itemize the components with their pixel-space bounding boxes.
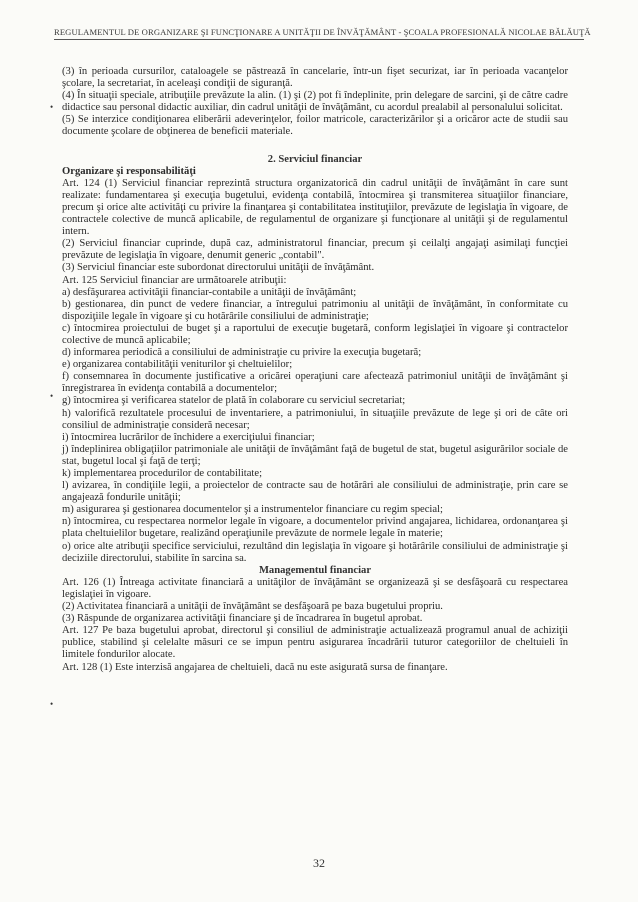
list-item: j) îndeplinirea obligaţiilor patrimoniale ale unităţii de învăţământ faţă de bugetul de stat, bugetul asigurărilor sociale de stat, bugetul local şi faţă de terţi; <box>62 443 568 467</box>
list-item: a) desfăşurarea activităţii financiar-contabile a unităţii de învăţământ; <box>62 286 357 298</box>
paragraph: (2) Activitatea financiară a unităţii de învăţământ se desfăşoară pe baza bugetului propriu. <box>62 601 443 613</box>
list-item: h) valorifică rezultatele procesului de inventariere, a patrimoniului, în situaţiile prevăzute de lege şi ori de câte ori consiliul de administraţie consideră necesar; <box>62 407 568 431</box>
list-item: g) întocmirea şi verificarea statelor de plată în colaborare cu serviciul secretariat; <box>62 395 406 407</box>
list-item: e) organizarea contabilităţii veniturilor şi cheltuielilor; <box>62 359 293 371</box>
page-number: 32 <box>313 856 325 870</box>
list-item: o) orice alte atribuţii specifice serviciului, rezultând din legislaţia în vigoare şi hotărârile consiliului de administraţie şi deciziile directorului, stabilite în sarcina sa. <box>62 540 568 564</box>
paragraph: (3) Răspunde de organizarea activităţii financiare şi de încadrarea în bugetul aprobat. <box>62 613 423 625</box>
article-paragraph: Art. 128 (1) Este interzisă angajarea de cheltuieli, dacă nu este asigurată sursa de finanţare. <box>62 661 448 673</box>
subsection-heading: Organizare şi responsabilităţi <box>62 165 196 177</box>
list-item: c) întocmirea proiectului de buget şi a raportului de execuţie bugetară, conform legislaţiei în vigoare şi contractelor colective de muncă aplicabile; <box>62 322 568 346</box>
list-item: b) gestionarea, din punct de vedere financiar, a întregului patrimoniu al unităţii de învăţământ, în conformitate cu dispoziţiile legale în vigoare şi cu hotărârile consiliului de administraţie; <box>62 298 568 322</box>
article-paragraph: Art. 126 (1) Întreaga activitate financiară a unităţilor de învăţământ se organizează şi se desfăşoară cu respectarea legislaţiei în vigoare. <box>62 576 568 600</box>
document-body <box>62 66 568 674</box>
article-paragraph: Art. 125 Serviciul financiar are următoarele atribuţii: <box>62 274 287 286</box>
list-item: k) implementarea procedurilor de contabilitate; <box>62 468 263 479</box>
paragraph: (3) în perioada cursurilor, cataloagele se păstrează în cancelarie, într-un fişet securizat, iar în perioada vacanţelor şcolare, la secretariat, în aceleaşi condiţii de siguranţă. <box>62 66 568 90</box>
paragraph: (5) Se interzice condiţionarea eliberării adeverinţelor, foilor matricole, caracterizărilor şi a oricăror acte de studii sau documente şcolare de obţinerea de beneficii materiale. <box>62 114 568 138</box>
margin-mark: • <box>50 102 54 112</box>
list-item: n) întocmirea, cu respectarea normelor legale în vigoare, a documentelor privind angajarea, lichidarea, ordonanţarea şi plata cheltuielilor bugetare, realizând operaţiunile prevăzute de normele legale în materie; <box>62 516 568 540</box>
article-paragraph: Art. 124 (1) Serviciul financiar reprezintă structura organizatorică din cadrul unităţii de învăţământ în care sunt realizate: fundamentarea şi execuţia bugetului, evidenţa contabilă, întocmirea şi transmiterea situaţiilor financiare, precum şi orice alte activităţi cu privire la finanţarea şi contabilitatea instituţiilor, prevăzute de legislaţia în vigoare, de contractele colective de muncă aplicabile, de regulamentul de organizare şi funcţionare al unităţii şi de regulamentul intern. <box>62 177 568 238</box>
list-item: m) asigurarea şi gestionarea documentelor şi a instrumentelor financiare cu regim special; <box>62 504 443 516</box>
paragraph: (3) Serviciul financiar este subordonat directorului unităţii de învăţământ. <box>62 262 375 274</box>
running-header: REGULAMENTUL DE ORGANIZARE ŞI FUNCŢIONARE A UNITĂŢII DE ÎNVĂŢĂMÂNT - ŞCOALA PROFESIONALĂ NICOLAE BĂLĂUŢĂ <box>54 27 584 40</box>
section-heading: Managementul financiar <box>258 564 372 576</box>
article-paragraph: Art. 127 Pe baza bugetului aprobat, directorul şi consiliul de administraţie actualizează programul anual de achiziţii publice, stabilind şi celelalte măsuri ce se impun pentru asigurarea încadrării tuturor categoriilor de cheltuieli în limitele fondurilor alocate. <box>62 625 568 661</box>
list-item: d) informarea periodică a consiliului de administraţie cu privire la execuţia bugetară; <box>62 347 422 359</box>
list-item: l) avizarea, în condiţiile legii, a proiectelor de contracte sau de hotărâri ale consiliului de administraţie, prin care se angajează fondurile unităţii; <box>62 480 568 504</box>
paragraph: (4) În situaţii speciale, atribuţiile prevăzute la alin. (1) şi (2) pot fi îndeplinite, prin delegare de sarcini, şi de către cadre didactice sau personal didactic auxiliar, din cadrul unităţii de învăţământ, cu acordul prealabil al personalului solicitat. <box>62 90 568 114</box>
margin-mark: • <box>50 391 54 401</box>
margin-mark: • <box>50 699 54 709</box>
list-item: f) consemnarea în documente justificative a oricărei operaţiuni care afectează patrimoniul unităţii de învăţământ şi înregistrarea în evidenţa contabilă a documentelor; <box>62 371 568 395</box>
section-heading: 2. Serviciul financiar <box>267 153 363 165</box>
list-item: i) întocmirea lucrărilor de închidere a exerciţiului financiar; <box>62 431 315 443</box>
paragraph: (2) Serviciul financiar cuprinde, după caz, administratorul financiar, precum şi ceilalţi angajaţi asimilaţi funcţiei prevăzute de legislaţia în vigoare, denumit generic „contabil". <box>62 238 568 262</box>
